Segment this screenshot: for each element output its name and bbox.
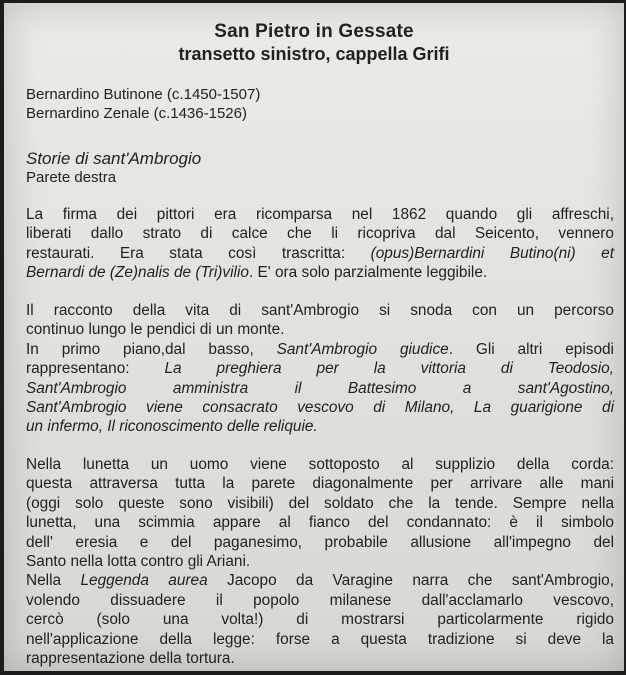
text-span: . E' ora solo parzialmente leggibile. — [248, 264, 488, 282]
info-panel — [4, 3, 624, 671]
artist-zenale: Bernardino Zenale (c.1436-1526) — [26, 105, 247, 122]
text-line: continuo lungo le pendici di un monte. — [26, 321, 285, 339]
text-line — [26, 263, 614, 282]
paragraph-life-story — [26, 301, 614, 437]
text-line — [26, 571, 614, 590]
text-span: . Gli altri episodi — [448, 340, 614, 358]
text-span: rappresentano: — [26, 360, 165, 378]
text-span: Jacopo da Varagine narra che sant'Ambrogio, — [207, 572, 614, 590]
text-line — [26, 359, 614, 378]
text-line: lunetta, una scimmia appare al fianco del condannato: è il simbolo — [26, 514, 614, 532]
text-line: dell' eresia e del paganesimo, probabile allusione all'impegno del — [26, 533, 614, 551]
italic-text-span: Bernardi de (Ze)nalis de (Tri)vilio — [26, 264, 249, 282]
text-line: nell'applicazione della legge: forse a questa tradizione si deve la — [26, 630, 614, 648]
italic-text-span: Leggenda aurea — [80, 572, 208, 590]
text-line: Santo nella lotta contro gli Ariani. — [26, 553, 251, 571]
text-span: In primo piano,dal basso, — [26, 340, 277, 358]
page-title: San Pietro in Gessate — [214, 21, 414, 42]
work-location: Parete destra — [26, 169, 117, 186]
text-line — [26, 244, 614, 263]
artists-list — [26, 85, 260, 123]
text-span: restaurati. Era stata così trascritta: — [26, 244, 371, 262]
paragraph-lunette — [26, 455, 614, 668]
text-line: un infermo, Il riconoscimento delle reliquie. — [26, 418, 318, 436]
text-line: rappresentazione della tortura. — [26, 650, 235, 668]
text-line: Il racconto della vita di sant'Ambrogio si snoda con un percorso — [26, 302, 614, 319]
text-line: Nella lunetta un uomo viene sottoposto al supplizio della corda: — [26, 456, 614, 473]
page-subtitle: transetto sinistro, cappella Grifi — [178, 44, 450, 64]
italic-text-span: La preghiera per la vittoria di Teodosio, — [164, 360, 614, 378]
text-line: Sant'Ambrogio viene consacrato vescovo di Milano, La guarigione di — [26, 399, 614, 417]
paragraph-signature — [26, 205, 614, 283]
text-line: (oggi solo queste sono visibili) del soldato che la tende. Sempre nella — [26, 494, 614, 512]
text-line: cercò (solo una volta!) di mostrarsi particolarmente rigido — [26, 611, 614, 629]
text-line: questa attraversa tutta la parete diagonalmente per arrivare alle mani — [26, 475, 614, 493]
text-line: Sant'Ambrogio amministra il Battesimo a sant'Agostino, — [26, 379, 614, 397]
text-span: Nella — [26, 572, 81, 590]
work-title: Storie di sant'Ambrogio — [26, 149, 202, 168]
text-line: La firma dei pittori era ricomparsa nel 1862 quando gli affreschi, — [26, 206, 614, 223]
italic-text-span: (opus)Bernardini Butino(ni) et — [370, 244, 614, 262]
artist-butinone: Bernardino Butinone (c.1450-1507) — [26, 86, 261, 103]
text-line — [26, 340, 614, 359]
italic-text-span: Sant'Ambrogio giudice — [276, 340, 449, 358]
text-line: volendo dissuadere il popolo milanese dall'acclamarlo vescovo, — [26, 591, 614, 609]
text-line: liberati dallo strato di calce che li ricopriva dal Seicento, vennero — [26, 225, 614, 243]
